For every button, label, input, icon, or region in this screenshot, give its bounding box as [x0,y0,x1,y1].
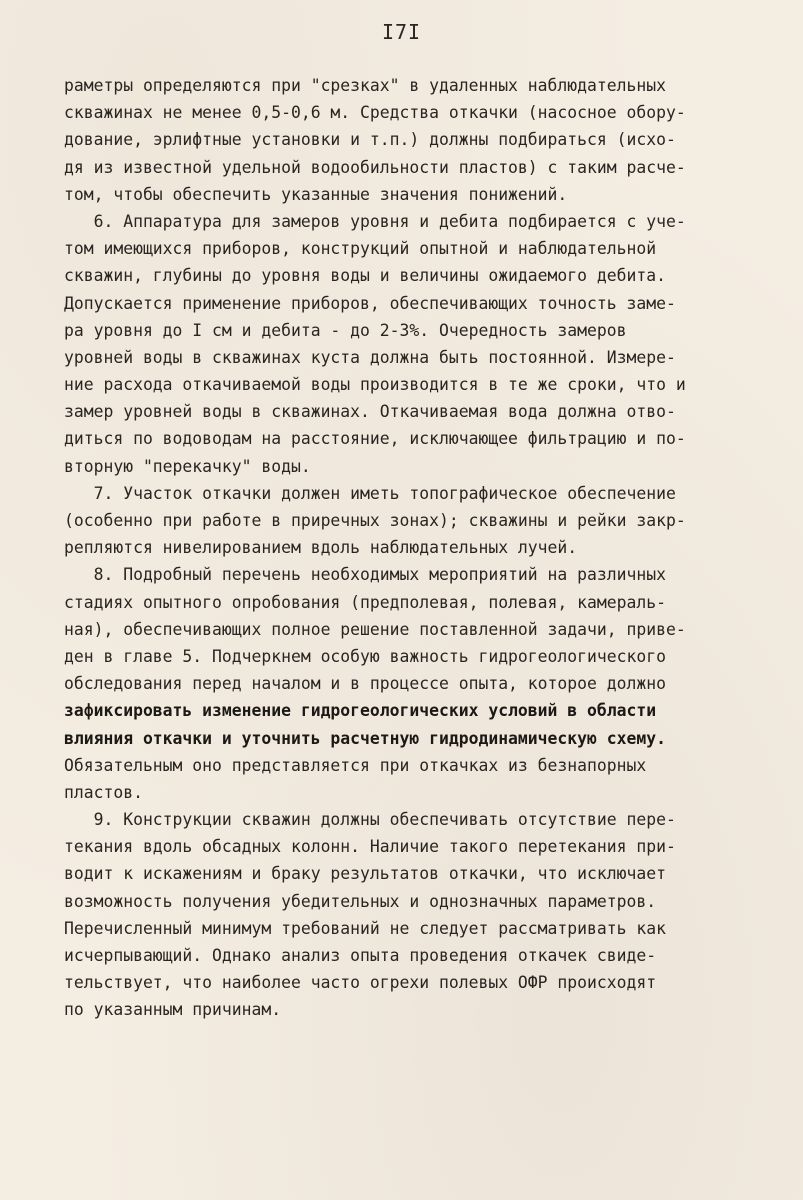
text-line: ная), обеспечивающих полное решение поставленной задачи, приве- [64,619,686,639]
text-line: скважин, глубины до уровня воды и величины ожидаемого дебита. [64,266,666,286]
text-line: ние расхода откачиваемой воды производится в те же сроки, что и [64,375,686,395]
text-line: тельствует, что наиболее часто огрехи полевых ОФР происходят [64,973,657,993]
text-line: текания вдоль обсадных колонн. Наличие такого перетекания при- [64,837,676,857]
text-line: том, чтобы обеспечить указанные значения понижений. [64,184,568,204]
text-line: водит к искажениям и браку результатов откачки, что исключает [64,864,666,884]
page-number: I7I [381,20,422,44]
text-line: возможность получения убедительных и однозначных параметров. [64,891,657,911]
text-line: репляются нивелированием вдоль наблюдательных лучей. [64,538,578,558]
text-line: уровней воды в скважинах куста должна быть постоянной. Измере- [64,347,676,367]
text-line: ден в главе 5. Подчеркнем особую важность гидрогеологического [64,646,666,666]
text-line: диться по водоводам на расстояние, исключающее фильтрацию и по- [64,429,686,449]
text-line: зафиксировать изменение гидрогеологических условий в области [64,701,657,721]
text-line: 9. Конструкции скважин должны обеспечивать отсутствие пере- [64,810,676,830]
text-line: дя из известной удельной водообильности пластов) с таким расче- [64,157,686,177]
text-line: том имеющихся приборов, конструкций опытной и наблюдательной [64,239,657,259]
text-line: 6. Аппаратура для замеров уровня и дебита подбирается с уче- [64,211,686,231]
text-line: стадиях опытного опробования (предполевая, полевая, камераль- [64,592,666,612]
text-line: Допускается применение приборов, обеспечивающих точность заме- [64,293,676,313]
body-text [64,72,764,1024]
text-line: Обязательным оно представляется при откачках из безнапорных [64,755,647,775]
text-line: пластов. [64,782,143,802]
text-line: 8. Подробный перечень необходимых мероприятий на различных [64,565,666,585]
text-line: Перечисленный минимум требований не следует рассматривать как [64,918,666,938]
text-line: влияния откачки и уточнить расчетную гидродинамическую схему. [64,728,666,748]
text-line: (особенно при работе в приречных зонах); скважины и рейки закр- [64,511,686,530]
text-line: вторную "перекачку" воды. [64,456,311,476]
text-line: дование, эрлифтные установки и т.п.) должны подбираться (исхо- [64,130,676,150]
text-line: обследования перед началом и в процессе опыта, которое должно [64,674,666,694]
text-line: раметры определяются при "срезках" в удаленных наблюдательных [64,76,666,95]
text-line: замер уровней воды в скважинах. Откачиваемая вода должна отво- [64,402,676,422]
text-line: 7. Участок откачки должен иметь топографическое обеспечение [64,483,676,503]
text-line: по указанным причинам. [64,1000,282,1020]
text-line: скважинах не менее 0,5-0,6 м. Средства откачки (насосное обору- [64,103,686,123]
text-line: исчерпывающий. Однако анализ опыта проведения откачек свиде- [64,946,657,965]
text-line: ра уровня до I см и дебита - до 2-3%. Очередность замеров [64,320,627,340]
